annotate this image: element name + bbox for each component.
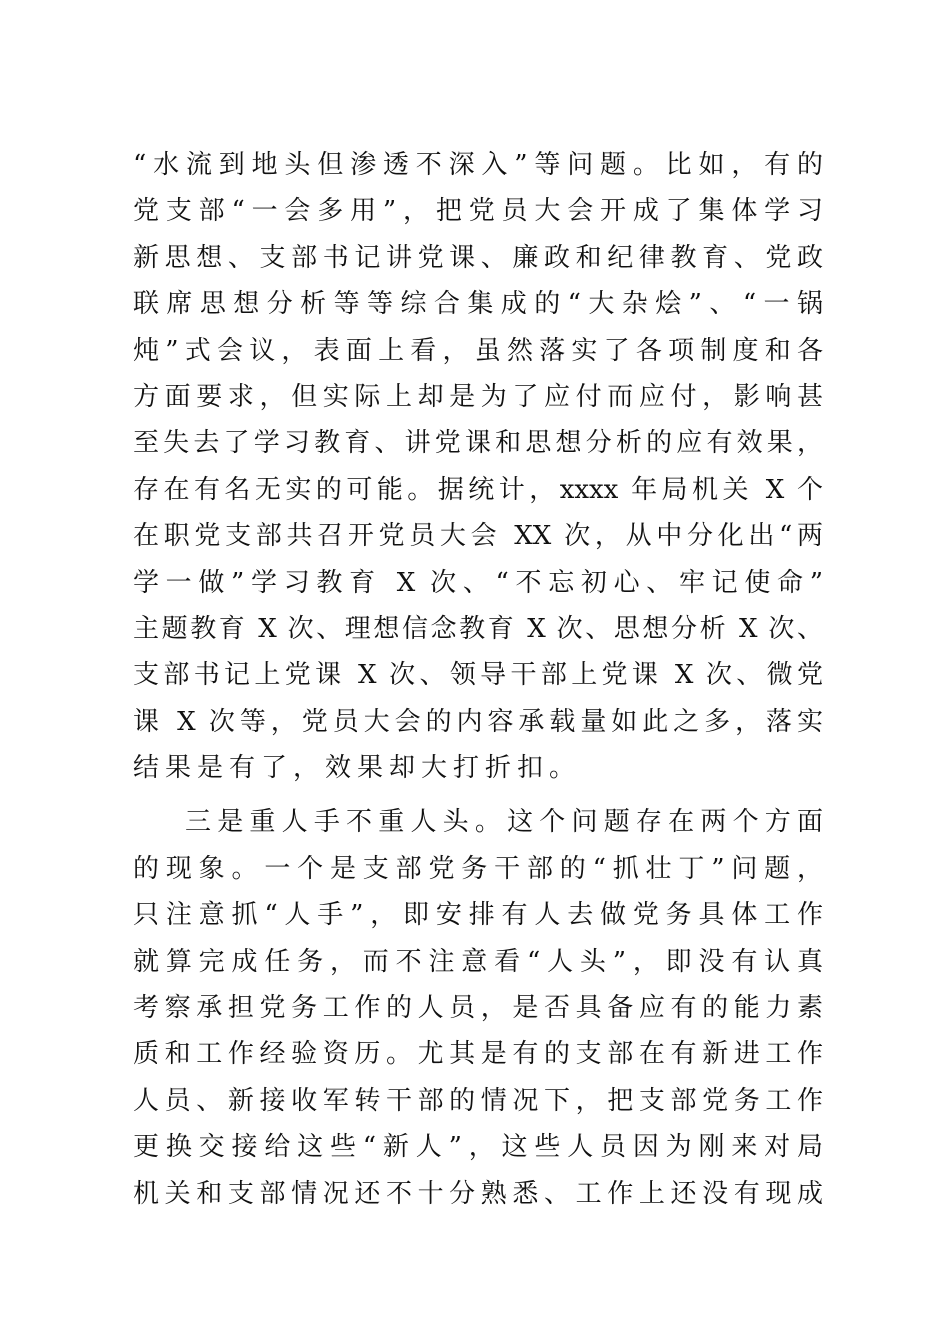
body-text [133,142,823,1217]
text-line: 联席思想分析等等综合集成的“大杂烩”、“一锅 [133,289,823,320]
paragraph-2 [133,799,823,1217]
text-line: 主题教育 X 次、理想信念教育 X 次、思想分析 X 次、 [133,613,823,644]
text-line: 三是重人手不重人头。这个问题存在两个方面 [185,807,823,838]
text-line: 人员、新接收军转干部的情况下，把支部党务工作 [133,1085,823,1116]
text-line: 炖”式会议，表面上看，虽然落实了各项制度和各 [133,335,823,366]
text-line: 质和工作经验资历。尤其是有的支部在有新进工作 [133,1039,823,1070]
text-line: 党支部“一会多用”，把党员大会开成了集体学习 [133,196,823,227]
paragraph-spacer [133,791,823,799]
text-line: 新思想、支部书记讲党课、廉政和纪律教育、党政 [133,242,823,273]
text-line: 机关和支部情况还不十分熟悉、工作上还没有现成 [133,1178,823,1209]
text-line: 支部书记上党课 X 次、领导干部上党课 X 次、微党 [133,660,823,691]
text-line: “水流到地头但渗透不深入”等问题。比如，有的 [133,150,823,180]
text-line: 课 X 次等，党员大会的内容承载量如此之多，落实 [133,706,823,737]
text-line: 的现象。一个是支部党务干部的“抓壮丁”问题， [133,853,823,884]
text-line: 只注意抓“人手”，即安排有人去做党务具体工作 [133,900,823,931]
text-line: 学一做”学习教育 X 次、“不忘初心、牢记使命” [133,567,823,598]
paragraph-1 [133,142,823,791]
text-line: 就算完成任务，而不注意看“人头”，即没有认真 [133,946,823,977]
text-line: 至失去了学习教育、讲党课和思想分析的应有效果， [133,428,823,459]
text-line: 更换交接给这些“新人”，这些人员因为刚来对局 [133,1132,823,1163]
text-line: 考察承担党务工作的人员，是否具备应有的能力素 [133,993,823,1024]
text-line: 方面要求，但实际上却是为了应付而应付，影响甚 [133,381,823,412]
text-line: 存在有名无实的可能。据统计，xxxx 年局机关 X 个 [133,474,823,505]
text-line: 结果是有了，效果却大打折扣。 [133,753,582,784]
text-line: 在职党支部共召开党员大会 XX 次，从中分化出“两 [133,521,823,552]
